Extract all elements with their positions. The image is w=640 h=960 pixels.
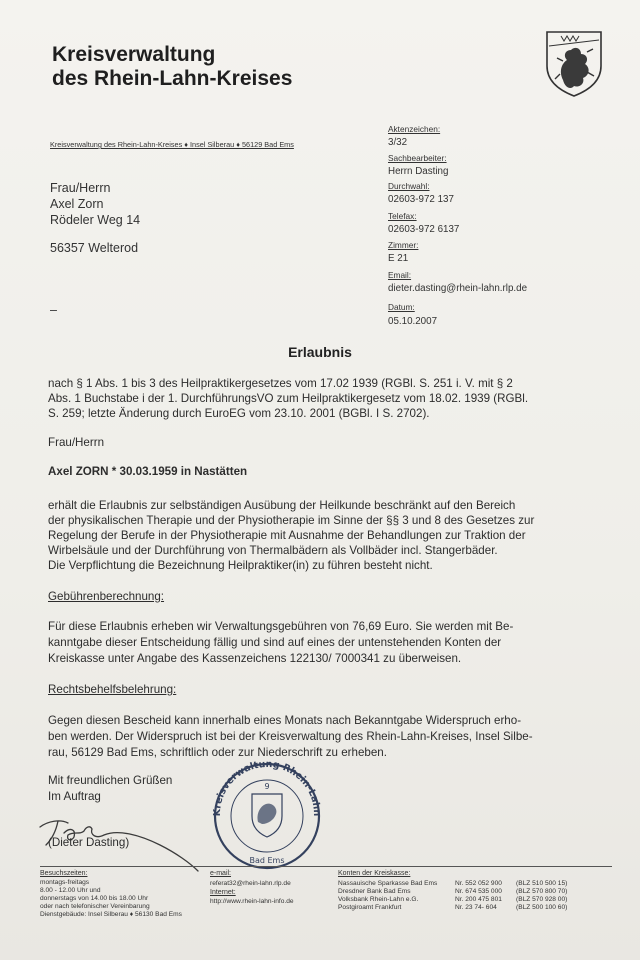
fees-heading: Gebührenberechnung: <box>48 590 165 603</box>
fees-line: Für diese Erlaubnis erheben wir Verwaltungsgebühren von 76,69 Euro. Sie werden mit Be- <box>48 620 514 633</box>
fold-mark: – <box>50 303 57 317</box>
footer-rule <box>40 866 612 867</box>
permit-line: Wirbelsäule und der Durchführung von Thermalbädern als Vollbäder incl. Stangerbäder. <box>48 544 498 557</box>
account-number: Nr. 23 74- 604 <box>455 904 497 911</box>
document-title: Erlaubnis <box>288 344 352 360</box>
person-salutation: Frau/Herrn <box>48 436 105 449</box>
email-label: Email: <box>388 270 412 280</box>
accounts-label: Konten der Kreiskasse: <box>338 870 411 877</box>
fees-line: kanntgabe dieser Entscheidung fällig und sind auf eines der untenstehenden Konten der <box>48 636 502 649</box>
seal-ring-text: Kreisverwaltung Rhein-Lahn <box>211 758 323 817</box>
file-number-label: Aktenzeichen: <box>388 124 441 134</box>
legal-line: rau, 56129 Bad Ems, schriftlich oder zur Niederschrift zu erheben. <box>48 746 387 759</box>
permit-line: der physikalischen Therapie und der Physiotherapie im Sinne der §§ 3 und 8 des Gesetzes zur <box>48 514 535 527</box>
building-address: Dienstgebäude: Insel Silberau ♦ 56130 Bad Ems <box>40 911 182 918</box>
clerk-label: Sachbearbeiter: <box>388 153 447 163</box>
account-bank: Nassauische Sparkasse Bad Ems <box>338 880 438 887</box>
recipient-street: Rödeler Weg 14 <box>50 213 141 227</box>
visiting-hours-line: 8.00 - 12.00 Uhr und <box>40 887 101 894</box>
fees-line: Kreiskasse unter Angabe des Kassenzeichens 122130/ 7000341 zu überweisen. <box>48 652 462 665</box>
footer-email-value: referat32@rhein-lahn.rlp.de <box>210 880 291 887</box>
seal-bottom-text: Bad Ems <box>249 856 285 865</box>
clerk-value: Herrn Dasting <box>388 166 449 177</box>
permit-line: Regelung der Berufe in der Physiotherapie mit Ausnahme der Behandlungen zur Traktion der <box>48 529 526 542</box>
account-bank: Dresdner Bank Bad Ems <box>338 888 411 895</box>
file-number-value: 3/32 <box>388 137 408 148</box>
legal-remedy-heading: Rechtsbehelfsbelehrung: <box>48 683 177 696</box>
visiting-hours-line: donnerstags von 14.00 bis 18.00 Uhr <box>40 895 149 902</box>
official-seal-stamp <box>202 752 332 872</box>
fax-label: Telefax: <box>388 211 417 221</box>
footer-email-label: e-mail: <box>210 870 232 877</box>
account-blz: (BLZ 570 928 00) <box>516 896 568 903</box>
account-bank: Volksbank Rhein-Lahn e.G. <box>338 896 419 903</box>
legal-line: Gegen diesen Bescheid kann innerhalb eines Monats nach Bekanntgabe Widerspruch erho- <box>48 714 522 727</box>
account-number: Nr. 552 052 900 <box>455 880 502 887</box>
visiting-hours-label: Besuchszeiten: <box>40 870 88 877</box>
footer-internet-value: http://www.rhein-lahn-info.de <box>210 898 294 905</box>
seal-number: 9 <box>264 782 270 791</box>
closing-greeting: Mit freundlichen Grüßen <box>48 774 173 787</box>
account-blz: (BLZ 500 100 60) <box>516 904 568 911</box>
room-label: Zimmer: <box>388 240 419 250</box>
room-value: E 21 <box>388 253 409 264</box>
law-line: nach § 1 Abs. 1 bis 3 des Heilpraktikergesetzes vom 17.02 1939 (RGBl. S. 251 i. V. mit § 2 <box>48 377 513 390</box>
account-blz: (BLZ 510 500 15) <box>516 880 568 887</box>
law-line: S. 259; letzte Änderung durch EuroEG vom 23.10. 2001 (BGBl. I S. 2702). <box>48 407 430 420</box>
date-value: 05.10.2007 <box>388 316 438 327</box>
permit-line: Die Verpflichtung die Bezeichnung Heilpraktiker(in) zu führen besteht nicht. <box>48 559 433 572</box>
coat-of-arms-lion-icon <box>543 28 605 98</box>
legal-line: ben werden. Der Widerspruch ist bei der Kreisverwaltung des Rhein-Lahn-Kreises, Insel Silbe- <box>48 730 533 743</box>
agency-name-line1: Kreisverwaltung <box>52 43 216 66</box>
footer-internet-label: Internet: <box>210 889 236 896</box>
account-blz: (BLZ 570 800 70) <box>516 888 568 895</box>
law-line: Abs. 1 Buchstabe i der 1. DurchführungsVO zum Heilpraktikergesetz vom 18.02. 1939 (RGBl. <box>48 392 529 405</box>
closing-on-behalf: Im Auftrag <box>48 790 101 803</box>
recipient-city: 56357 Welterod <box>50 241 139 255</box>
visiting-hours-line: montags-freitags <box>40 879 90 886</box>
direct-dial-label: Durchwahl: <box>388 181 430 191</box>
account-number: Nr. 674 535 000 <box>455 888 502 895</box>
sender-return-address: Kreisverwaltung des Rhein-Lahn-Kreises ♦ Insel Silberau ♦ 56129 Bad Ems <box>50 140 294 149</box>
account-bank: Postgiroamt Frankfurt <box>338 904 402 911</box>
person-name-birth: Axel ZORN * 30.03.1959 in Nastätten <box>48 465 248 478</box>
recipient-salutation: Frau/Herrn <box>50 181 111 195</box>
email-value: dieter.dasting@rhein-lahn.rlp.de <box>388 283 528 294</box>
visiting-hours-line: oder nach telefonischer Vereinbarung <box>40 903 150 910</box>
signer-name: (Dieter Dasting) <box>48 836 130 849</box>
fax-value: 02603-972 6137 <box>388 224 460 235</box>
date-label: Datum: <box>388 302 415 312</box>
agency-name-line2: des Rhein-Lahn-Kreises <box>52 67 293 90</box>
permit-line: erhält die Erlaubnis zur selbständigen Ausübung der Heilkunde beschränkt auf den Bereich <box>48 499 516 512</box>
account-number: Nr. 200 475 801 <box>455 896 502 903</box>
direct-dial-value: 02603-972 137 <box>388 194 454 205</box>
recipient-name: Axel Zorn <box>50 197 104 211</box>
